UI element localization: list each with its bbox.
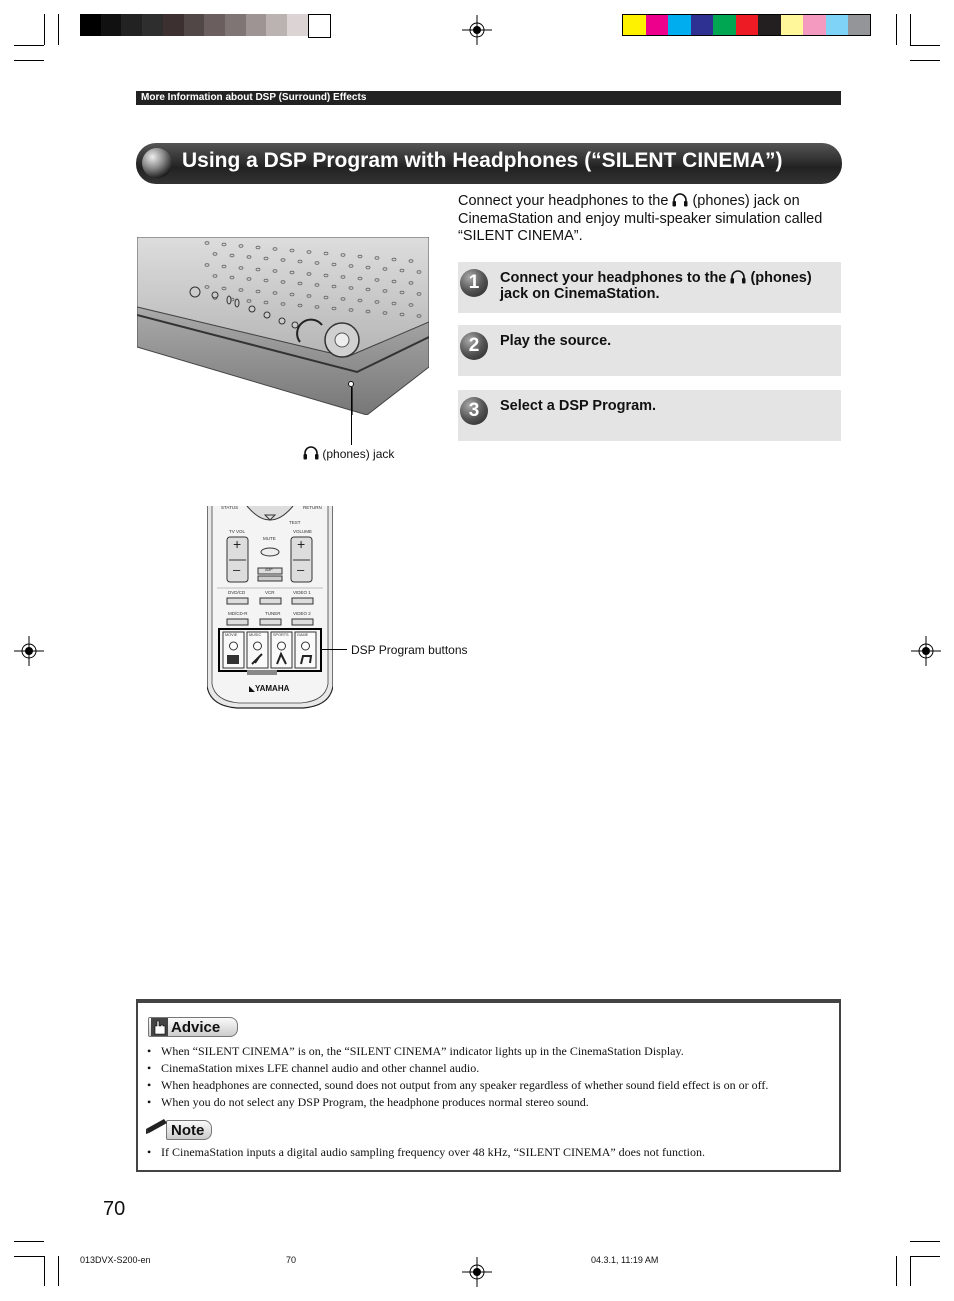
footer-file: 013DVX-S200-en	[80, 1255, 151, 1265]
remote-label-input: VIDEO 2	[293, 611, 311, 616]
step-number: 2	[460, 332, 488, 360]
remote-plus-icon: +	[297, 536, 306, 552]
advice-list	[146, 1043, 831, 1111]
remote-label-test: TEST	[289, 520, 301, 525]
remote-label-input: TUNER	[265, 611, 281, 616]
color-bar-frame	[622, 14, 871, 36]
page-title: Using a DSP Program with Headphones (“SILENT CINEMA”)	[182, 149, 783, 172]
footer-page: 70	[286, 1255, 297, 1265]
step-1	[458, 262, 841, 313]
advice-label: Advice	[171, 1019, 221, 1036]
advice-item: • When “SILENT CINEMA” is on, the “SILENT CINEMA” indicator lights up in the CinemaStation Display.	[146, 1043, 831, 1060]
pencil-icon	[146, 1115, 168, 1135]
registration-mark-right	[911, 636, 941, 666]
advice-note-box	[136, 999, 841, 1172]
remote-label-input: VIDEO 1	[293, 590, 311, 595]
step-number: 3	[460, 397, 488, 425]
gray-swatch	[246, 14, 267, 36]
step-text: Select a DSP Program.	[500, 398, 657, 414]
step-text-start: Connect your headphones to the	[500, 270, 727, 286]
gray-swatch	[142, 14, 163, 36]
remote-minus-icon: –	[297, 562, 305, 577]
section-header: More Information about DSP (Surround) Effects	[136, 91, 841, 105]
remote-label-input: MD/CD-R	[228, 611, 248, 616]
hand-pointer-icon	[151, 1018, 168, 1036]
gray-swatch	[266, 14, 287, 36]
step-3	[458, 390, 841, 441]
note-item: • If CinemaStation inputs a digital audio sampling frequency over 48 kHz, “SILENT CINEMA” does not function.	[146, 1144, 831, 1161]
registration-mark-bottom	[462, 1257, 492, 1287]
remote-label-input: VCR	[265, 590, 275, 595]
gray-swatch	[163, 14, 184, 36]
title-bullet-icon	[142, 148, 172, 178]
dsp-buttons-caption: DSP Program buttons	[351, 643, 468, 657]
gray-swatch	[225, 14, 246, 36]
remote-label-dsp: GAME	[297, 633, 309, 637]
intro-paragraph	[458, 193, 843, 246]
advice-item: • When headphones are connected, sound does not output from any speaker regardless of whether sound field effect is on or off.	[146, 1077, 831, 1094]
phones-jack-leader-line	[351, 387, 352, 445]
remote-label-dsp: MOVIE	[225, 633, 238, 637]
intro-text-end: (phones) jack on CinemaStation and enjoy multi-speaker simulation called “SILENT CINEMA”.	[458, 193, 823, 244]
remote-label-volume: VOLUME	[293, 529, 313, 534]
remote-label-dsp: MUSIC	[249, 633, 262, 637]
gray-swatch	[121, 14, 142, 36]
remote-label-input: DVD/CD	[228, 590, 246, 595]
phones-jack-caption	[303, 446, 394, 461]
remote-minus-icon: –	[233, 562, 241, 577]
advice-tag	[148, 1017, 238, 1037]
gray-swatch	[308, 14, 331, 38]
advice-item: • CinemaStation mixes LFE channel audio and other channel audio.	[146, 1060, 831, 1077]
intro-text-start: Connect your headphones to the	[458, 193, 669, 209]
gray-swatch	[101, 14, 122, 36]
gray-swatch	[204, 14, 225, 36]
cinemastation-illustration	[137, 237, 429, 415]
dsp-buttons-leader-line	[321, 649, 347, 650]
remote-brand-logo: YAMAHA	[255, 684, 290, 693]
headphones-icon	[672, 193, 688, 207]
remote-label-return: RETURN	[303, 505, 322, 510]
remote-label-tv-vol: TV VOL	[229, 529, 246, 534]
step-text: Play the source.	[500, 333, 612, 349]
step-text-end: (phones) jack on CinemaStation.	[500, 270, 812, 302]
step-number: 1	[460, 269, 488, 297]
advice-item: • When you do not select any DSP Program, the headphone produces normal stereo sound.	[146, 1094, 831, 1111]
headphones-icon	[303, 446, 319, 460]
registration-mark-left	[14, 636, 44, 666]
gray-swatch	[80, 14, 101, 36]
page-number: 70	[103, 1198, 126, 1220]
note-list	[146, 1144, 831, 1161]
step-text	[500, 270, 833, 302]
step-2	[458, 325, 841, 376]
remote-label-amp: AMP	[265, 568, 273, 572]
title-bar	[136, 143, 842, 184]
note-tag	[166, 1120, 212, 1140]
headphones-icon	[730, 270, 746, 284]
gray-swatch	[287, 14, 308, 36]
remote-label-dsp: SPORTS	[273, 633, 289, 637]
phones-jack-label: (phones) jack	[322, 447, 395, 461]
note-label: Note	[171, 1122, 205, 1139]
registration-mark-top	[462, 15, 492, 45]
remote-plus-icon: +	[233, 536, 242, 552]
footer-timestamp: 04.3.1, 11:19 AM	[591, 1255, 659, 1265]
remote-label-status: STATUS	[221, 505, 239, 510]
remote-label-mute: MUTE	[263, 536, 276, 541]
remote-illustration	[207, 506, 333, 710]
gray-swatch	[184, 14, 205, 36]
